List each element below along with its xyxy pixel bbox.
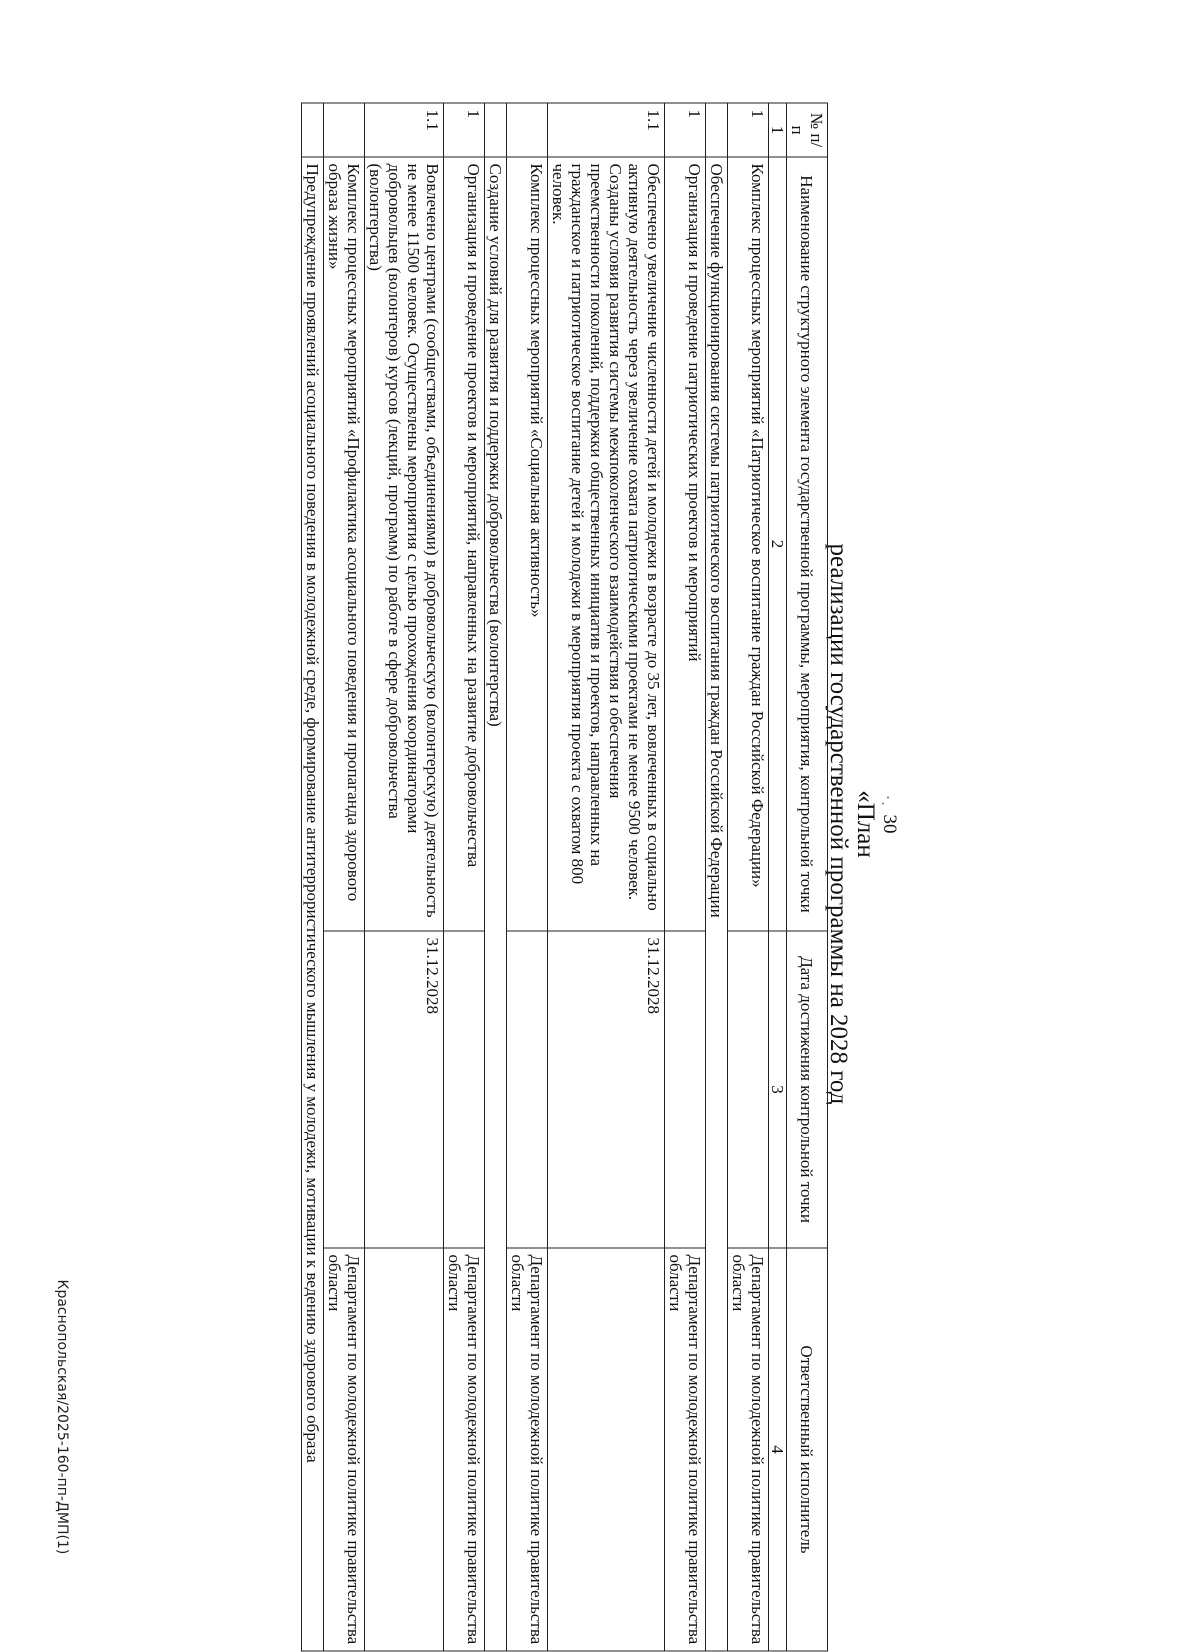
- row-responsible: Департамент по молодежной политике правительства области: [444, 1248, 485, 1651]
- table-row: [728, 103, 769, 1651]
- header-name: Наименование структурного элемента государственной программы, мероприятия, контрольной точки: [787, 157, 828, 931]
- plan-table: [301, 103, 828, 1652]
- row-number: [507, 103, 548, 157]
- row-date: [728, 931, 769, 1248]
- table-row: [548, 103, 665, 1651]
- section-row: [302, 103, 324, 1651]
- row-number: [485, 103, 507, 157]
- table-row: [507, 103, 548, 1651]
- row-date: [665, 931, 706, 1248]
- row-responsible: Департамент по молодежной политике правительства области: [728, 1248, 769, 1651]
- row-responsible: Департамент по молодежной политике правительства области: [665, 1248, 706, 1651]
- column-number: 3: [769, 931, 787, 1248]
- scan-speck: [887, 797, 889, 799]
- row-number: 1: [444, 103, 485, 157]
- row-name: Вовлечено центрами (сообществами, объединениями) в добровольческую (волонтерскую) деятельность не менее 11500 человек. Осуществлены мероприятия с целью прохождения координаторами добровольцев (волонтеров) курсов (лекций, программ) по работе в сфере добровольчества (волонтерства): [365, 157, 444, 931]
- row-responsible: Департамент по молодежной политике правительства области: [507, 1248, 548, 1651]
- header-row: [787, 103, 828, 1651]
- row-name: Комплекс процессных мероприятий «Социальная активность»: [507, 157, 548, 931]
- table-row: [665, 103, 706, 1651]
- row-date: 31.12.2028: [365, 931, 444, 1248]
- section-title: Создание условий для развития и поддержки добровольчества (волонтерства): [485, 157, 507, 1651]
- title-line-1: «План: [852, 790, 879, 858]
- document-title: [825, 0, 878, 1649]
- section-row: [485, 103, 507, 1651]
- row-responsible: [365, 1248, 444, 1651]
- row-name: Обеспечено увеличение численности детей и молодежи в возрасте до 35 лет, вовлеченных в социально активную деятельность через увеличение охвата патриотическими проектами не менее 9500 человек. Созданы условия развития системы межпоколенческого взаимодействия и обеспечения преемственности поколений, поддержки общественных инициатив и проектов, направленных на гражданское и патриотическое воспитание детей и молодежи в мероприятия проекта с охватом 800 человек.: [548, 157, 665, 931]
- column-number-row: [769, 103, 787, 1651]
- row-name: Организация и проведение патриотических проектов и мероприятий: [665, 157, 706, 931]
- row-name: Организация и проведение проектов и мероприятий, направленных на развитие добровольчества: [444, 157, 485, 931]
- row-name: Комплекс процессных мероприятий «Профилактика асоциального поведения и пропаганда здорового образа жизни»: [324, 157, 365, 931]
- row-number: [302, 103, 324, 157]
- row-number: 1.1: [365, 103, 444, 157]
- section-title: Обеспечение функционирования системы патриотического воспитания граждан Российской Федерации: [706, 157, 728, 1651]
- header-date: Дата достижения контрольной точки: [787, 931, 828, 1248]
- section-title: Предупреждение проявлений асоциального поведения в молодежной среде, формирование антитеррористического мышления у молодежи, мотивации к ведению здорового образа: [302, 157, 324, 1651]
- row-date: [324, 931, 365, 1248]
- row-date: [507, 931, 548, 1248]
- table-row: [324, 103, 365, 1651]
- row-number: [324, 103, 365, 157]
- scan-speck: [882, 803, 884, 805]
- header-number: № п/п: [787, 103, 828, 157]
- header-responsible: Ответственный исполнитель: [787, 1248, 828, 1651]
- row-responsible: [548, 1248, 665, 1651]
- column-number: 1: [769, 103, 787, 157]
- page-number: 30: [879, 814, 900, 834]
- table-row: [365, 103, 444, 1651]
- row-number: 1.1: [548, 103, 665, 157]
- row-number: 1: [728, 103, 769, 157]
- title-line-2: реализации государственной программы на 2028 год: [825, 543, 852, 1105]
- row-number: [706, 103, 728, 157]
- document-code: Краснопольская/2025-160-пп-ДМП(1): [54, 1279, 70, 1555]
- column-number: 2: [769, 157, 787, 931]
- column-number: 4: [769, 1248, 787, 1651]
- row-date: [444, 931, 485, 1248]
- table-row: [444, 103, 485, 1651]
- row-name: Комплекс процессных мероприятий «Патриотическое воспитание граждан Российской Федерации»: [728, 157, 769, 931]
- section-row: [706, 103, 728, 1651]
- row-number: 1: [665, 103, 706, 157]
- row-responsible: Департамент по молодежной политике правительства области: [324, 1248, 365, 1651]
- row-date: 31.12.2028: [548, 931, 665, 1248]
